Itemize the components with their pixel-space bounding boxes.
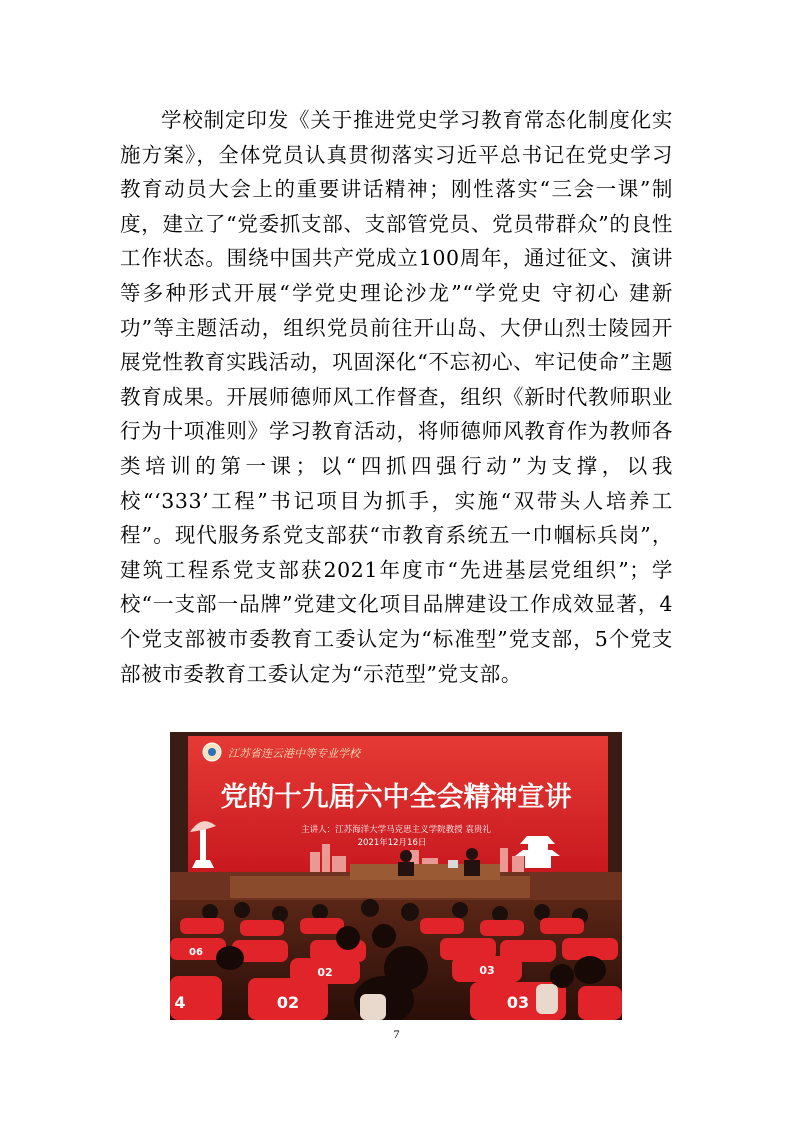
seat-number: 03 <box>479 964 495 977</box>
body-text <box>120 103 673 691</box>
seat-number: 02 <box>276 993 300 1012</box>
seat-number: 06 <box>189 947 203 958</box>
lecture-photo <box>170 732 622 1020</box>
banner-title: 党的十九届六中全会精神宣讲 <box>220 782 572 813</box>
banner-speaker: 主讲人：江苏海洋大学马克思主义学院教授 袁贵礼 <box>301 825 491 835</box>
banner-school-name: 江苏省连云港中等专业学校 <box>228 747 360 760</box>
page-number: 7 <box>393 1027 400 1041</box>
banner-date: 2021年12月16日 <box>357 838 427 848</box>
seat-number: 03 <box>506 993 530 1012</box>
seat-number: 02 <box>317 966 333 979</box>
seat-number: 4 <box>174 993 186 1012</box>
body-paragraph: 学校制定印发《关于推进党史学习教育常态化制度化实施方案》，全体党员认真贯彻落实习近平总书记在党史学习教育动员大会上的重要讲话精神；刚性落实“三会一课”制度，建立了“党委抓支部、支部管党员、党员带群众”的良性工作状态。围绕中国共产党成立100周年，通过征文、演讲等多种形式开展“学党史理论沙龙”“学党史 守初心 建新功”等主题活动，组织党员前往开山岛、大伊山烈士陵园开展党性教育实践活动，巩固深化“不忘初心、牢记使命”主题教育成果。开展师德师风工作督查，组织《新时代教师职业行为十项准则》学习教育活动，将师德师风教育作为教师各类培训的第一课；以“四抓四强行动”为支撑，以我校“‘333’工程”书记项目为抓手，实施“双带头人培养工程”。现代服务系党支部获“市教育系统五一巾帼标兵岗”，建筑工程系党支部获2021年度市“先进基层党组织”；学校“一支部一品牌”党建文化项目品牌建设工作成效显著，4个党支部被市委教育工委认定为“标准型”党支部，5个党支部被市委教育工委认定为“示范型”党支部。 <box>120 108 673 686</box>
